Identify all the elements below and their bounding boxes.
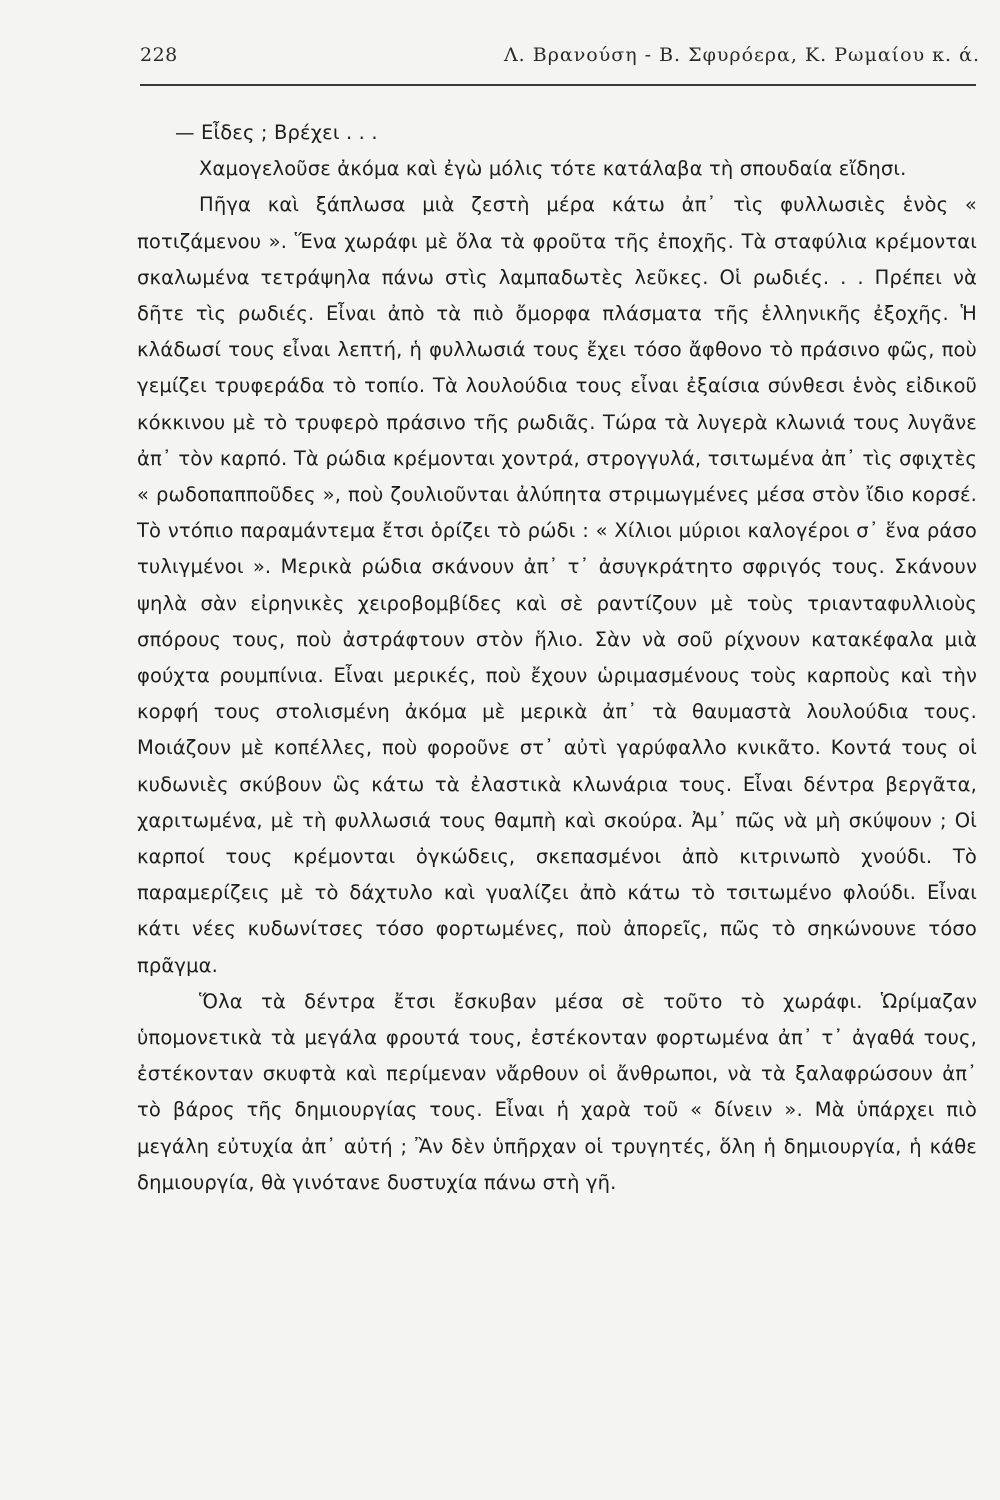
running-head: Λ. Βρανούση - Β. Σφυρόερα, Κ. Ρωμαίου κ. ά. [503,44,980,66]
body-text [137,115,977,1201]
header-rule [140,84,976,86]
page-number: 228 [140,44,178,66]
paragraph: Πῆγα καὶ ξάπλωσα μιὰ ζεστὴ μέρα κάτω ἀπ᾿ τὶς φυλλωσιὲς ἑνὸς « ποτιζάμενου ». Ἕνα χωράφι μὲ ὅλα τὰ φροῦτα τῆς ἐποχῆς. Τὰ σταφύλια κρέμονται σκαλωμένα τετράψηλα πάνω στὶς λαμπαδωτὲς λεῦκες. Οἱ ρωδιές. . . Πρέπει νὰ δῆτε τὶς ρωδιές. Εἶναι ἀπὸ τὰ πιὸ ὄμορφα πλάσματα τῆς ἑλληνικῆς ἐξοχῆς. Ἡ κλάδωσί τους εἶναι λεπτή, ἡ φυλλωσιά τους ἔχει τόσο ἄφθονο τὸ πράσινο φῶς, ποὺ γεμίζει τρυφεράδα τὸ τοπίο. Τὰ λουλούδια τους εἶναι ἐξαίσια σύνθεσι ἑνὸς εἰδικοῦ κόκκινου μὲ τὸ τρυφερὸ πράσινο τῆς ρωδιᾶς. Τώρα τὰ λυγερὰ κλωνιά τους λυγᾶνε ἀπ᾿ τὸν καρπό. Τὰ ρώδια κρέμονται χοντρά, στρογγυλά, τσιτωμένα ἀπ᾿ τὶς σφιχτὲς « ρωδοπαπποῦδες », ποὺ ζουλιοῦνται ἀλύπητα στριμωγμένες μέσα στὸν ἴδιο κορσέ. Τὸ ντόπιο παραμάντεμα ἔτσι ὁρίζει τὸ ρώδι : « Χίλιοι μύριοι καλογέροι σ᾿ ἕνα ράσο τυλιγμένοι ». Μερικὰ ρώδια σκάνουν ἀπ᾿ τ᾿ ἀσυγκράτητο σφριγός τους. Σκάνουν ψηλὰ σὰν εἰρηνικὲς χειροβομβίδες καὶ σὲ ραντίζουν μὲ τοὺς τριανταφυλλιοὺς σπόρους τους, ποὺ ἀστράφτουν στὸν ἥλιο. Σὰν νὰ σοῦ ρίχνουν κατακέφαλα μιὰ φούχτα ρουμπίνια. Εἶναι μερικές, ποὺ ἔχουν ὡριμασμένους τοὺς καρποὺς καὶ τὴν κορφή τους στολισμένη ἀκόμα μὲ μερικὰ ἀπ᾿ τὰ θαυμαστὰ λουλούδια τους. Μοιάζουν μὲ κοπέλλες, ποὺ φοροῦνε στ᾿ αὐτὶ γαρύφαλλο κνικᾶτο. Κοντά τους οἱ κυδωνιὲς σκύβουν ὣς κάτω τὰ ἐλαστικὰ κλωνάρια τους. Εἶναι δέντρα βεργᾶτα, χαριτωμένα, μὲ τὴ φυλλωσιά τους θαμπὴ καὶ σκούρα. Ἀμ᾿ πῶς νὰ μὴ σκύψουν ; Οἱ καρποί τους κρέμονται ὀγκώδεις, σκεπασμένοι ἀπὸ κιτρινωπὸ χνούδι. Τὸ παραμερίζεις μὲ τὸ δάχτυλο καὶ γυαλίζει ἀπὸ κάτω τὸ τσιτωμένο φλούδι. Εἶναι κάτι νέες κυδωνίτσες τόσο φορτωμένες, ποὺ ἀπορεῖς, πῶς τὸ σηκώνουνε τόσο πρᾶγμα. [137,193,977,977]
paragraph: Χαμογελοῦσε ἀκόμα καὶ ἐγὼ μόλις τότε κατάλαβα τὴ σπουδαία εἴδησι. [199,157,907,181]
paragraph: Ὅλα τὰ δέντρα ἔτσι ἔσκυβαν μέσα σὲ τοῦτο τὸ χωράφι. Ὡρίμαζαν ὑπομονετικὰ τὰ μεγάλα φρουτά τους, ἐστέκονταν φορτωμένα ἀπ᾿ τ᾿ ἀγαθά τους, ἐστέκονταν σκυφτὰ καὶ περίμεναν νἄρθουν οἱ ἄνθρωποι, νὰ τὰ ξαλαφρώσουν ἀπ᾿ τὸ βάρος τῆς δημιουργίας τους. Εἶναι ἡ χαρὰ τοῦ « δίνειν ». Μὰ ὑπάρχει πιὸ μεγάλη εὐτυχία ἀπ᾿ αὐτή ; Ἂν δὲν ὑπῆρχαν οἱ τρυγητές, ὅλη ἡ δημιουργία, ἡ κάθε δημιουργία, θὰ γινότανε δυστυχία πάνω στὴ γῆ. [137,989,977,1194]
paragraph-dialogue: — Εἶδες ; Βρέχει . . . [175,121,378,144]
page-header [140,44,980,84]
